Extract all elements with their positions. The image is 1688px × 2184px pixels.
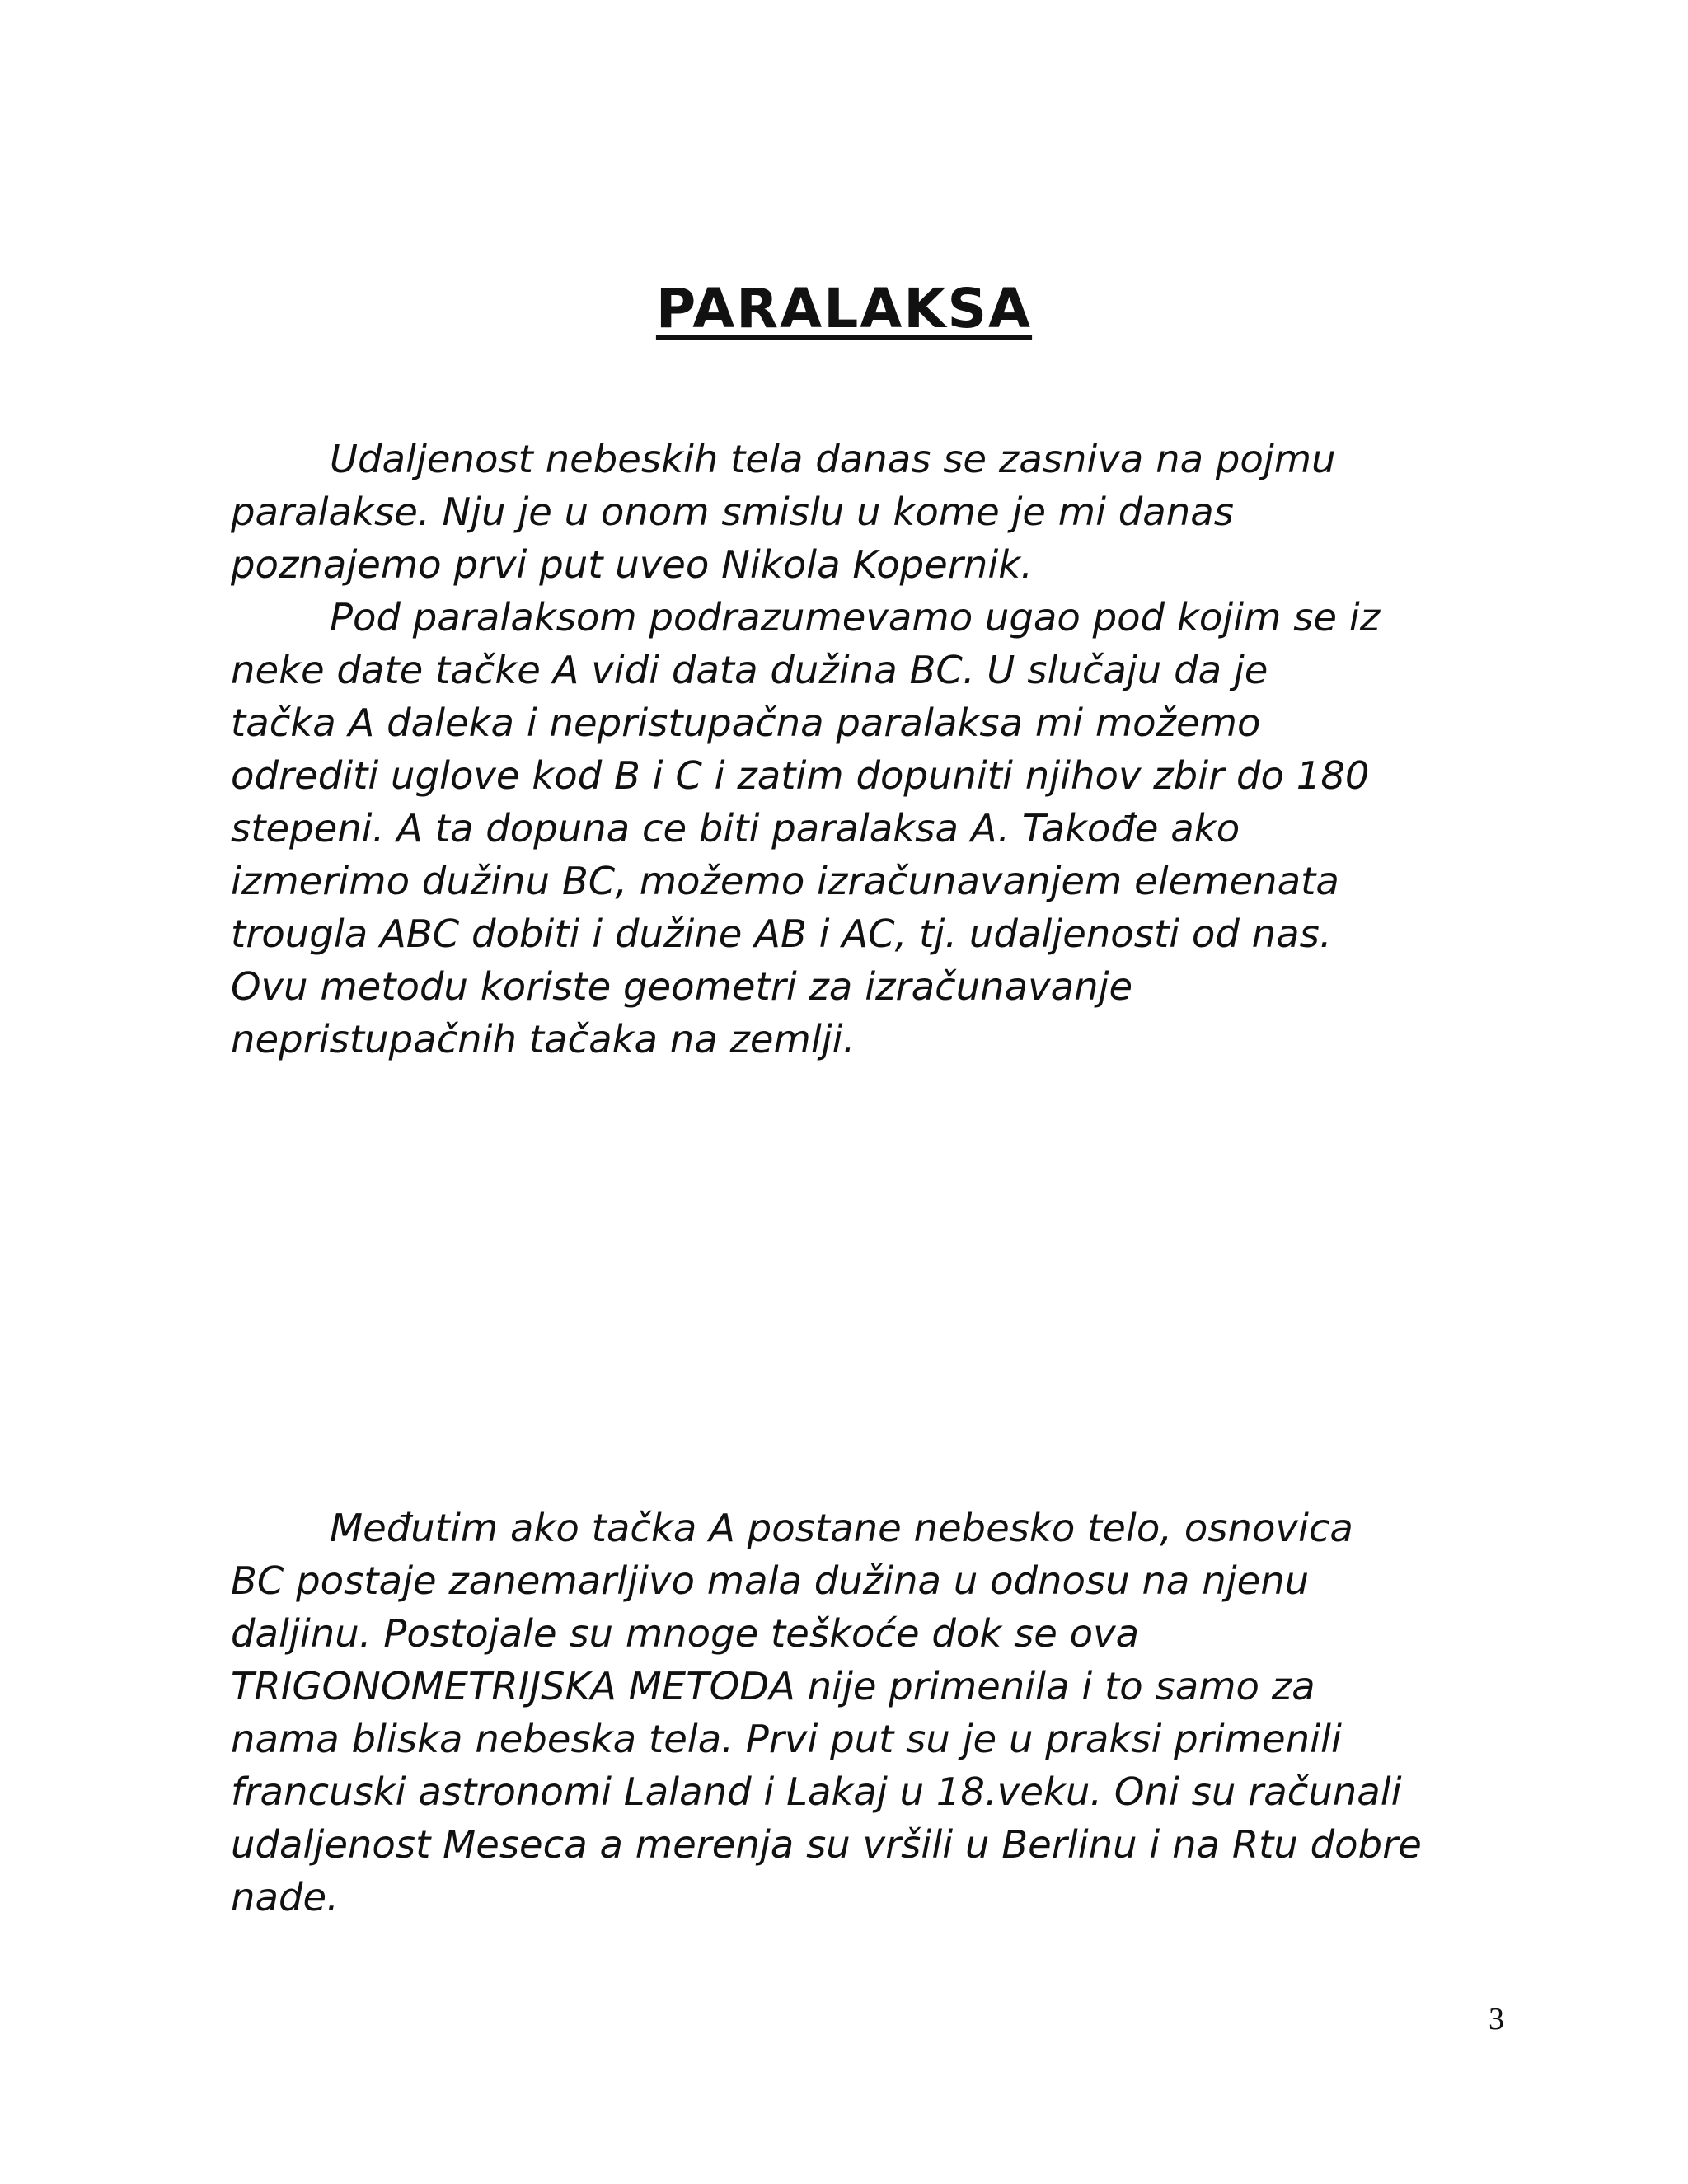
page-title bbox=[0, 272, 1688, 346]
text-line: udaljenost Meseca a merenja su vršili u Berlinu i na Rtu dobre bbox=[231, 1822, 1422, 1867]
text-line: izmerimo dužinu BC, možemo izračunavanjem elemenata bbox=[231, 859, 1339, 903]
text-line: nade. bbox=[231, 1875, 339, 1919]
title-text: PARALAKSA bbox=[655, 277, 1033, 340]
text-line: nepristupačnih tačaka na zemlji. bbox=[231, 1017, 856, 1062]
text-line: odrediti uglove kod B i C i zatim dopuniti njihov zbir do 180 bbox=[231, 753, 1370, 798]
text-line: Međutim ako tačka A postane nebesko telo, osnovica bbox=[330, 1506, 1353, 1550]
text-line: francuski astronomi Laland i Lakaj u 18.veku. Oni su računali bbox=[231, 1769, 1402, 1814]
paragraph-section-2 bbox=[231, 1502, 1533, 1924]
paragraph-section-1 bbox=[231, 433, 1533, 1066]
text-line: BC postaje zanemarljivo mala dužina u odnosu na njenu bbox=[231, 1558, 1310, 1603]
text-line: Udaljenost nebeskih tela danas se zasniva na pojmu bbox=[330, 437, 1336, 481]
text-line: trougla ABC dobiti i dužine AB i AC, tj. udaljenosti od nas. bbox=[231, 912, 1332, 956]
text-line: Ovu metodu koriste geometri za izračunavanje bbox=[231, 964, 1133, 1009]
text-line: TRIGONOMETRIJSKA METODA nije primenila i to samo za bbox=[231, 1664, 1315, 1708]
text-line: neke date tačke A vidi data dužina BC. U slučaju da je bbox=[231, 648, 1268, 692]
text-line: daljinu. Postojale su mnoge teškoće dok se ova bbox=[231, 1611, 1140, 1656]
text-line: nama bliska nebeska tela. Prvi put su je u praksi primenili bbox=[231, 1717, 1342, 1761]
text-line: Pod paralaksom podrazumevamo ugao pod kojim se iz bbox=[330, 595, 1381, 640]
page-number: 3 bbox=[1489, 2002, 1504, 2036]
text-line: poznajemo prvi put uveo Nikola Kopernik. bbox=[231, 542, 1033, 587]
text-line: stepeni. A ta dopuna ce biti paralaksa A. Takođe ako bbox=[231, 806, 1240, 851]
text-line: tačka A daleka i nepristupačna paralaksa mi možemo bbox=[231, 701, 1261, 745]
text-line: paralakse. Nju je u onom smislu u kome je mi danas bbox=[231, 490, 1234, 534]
